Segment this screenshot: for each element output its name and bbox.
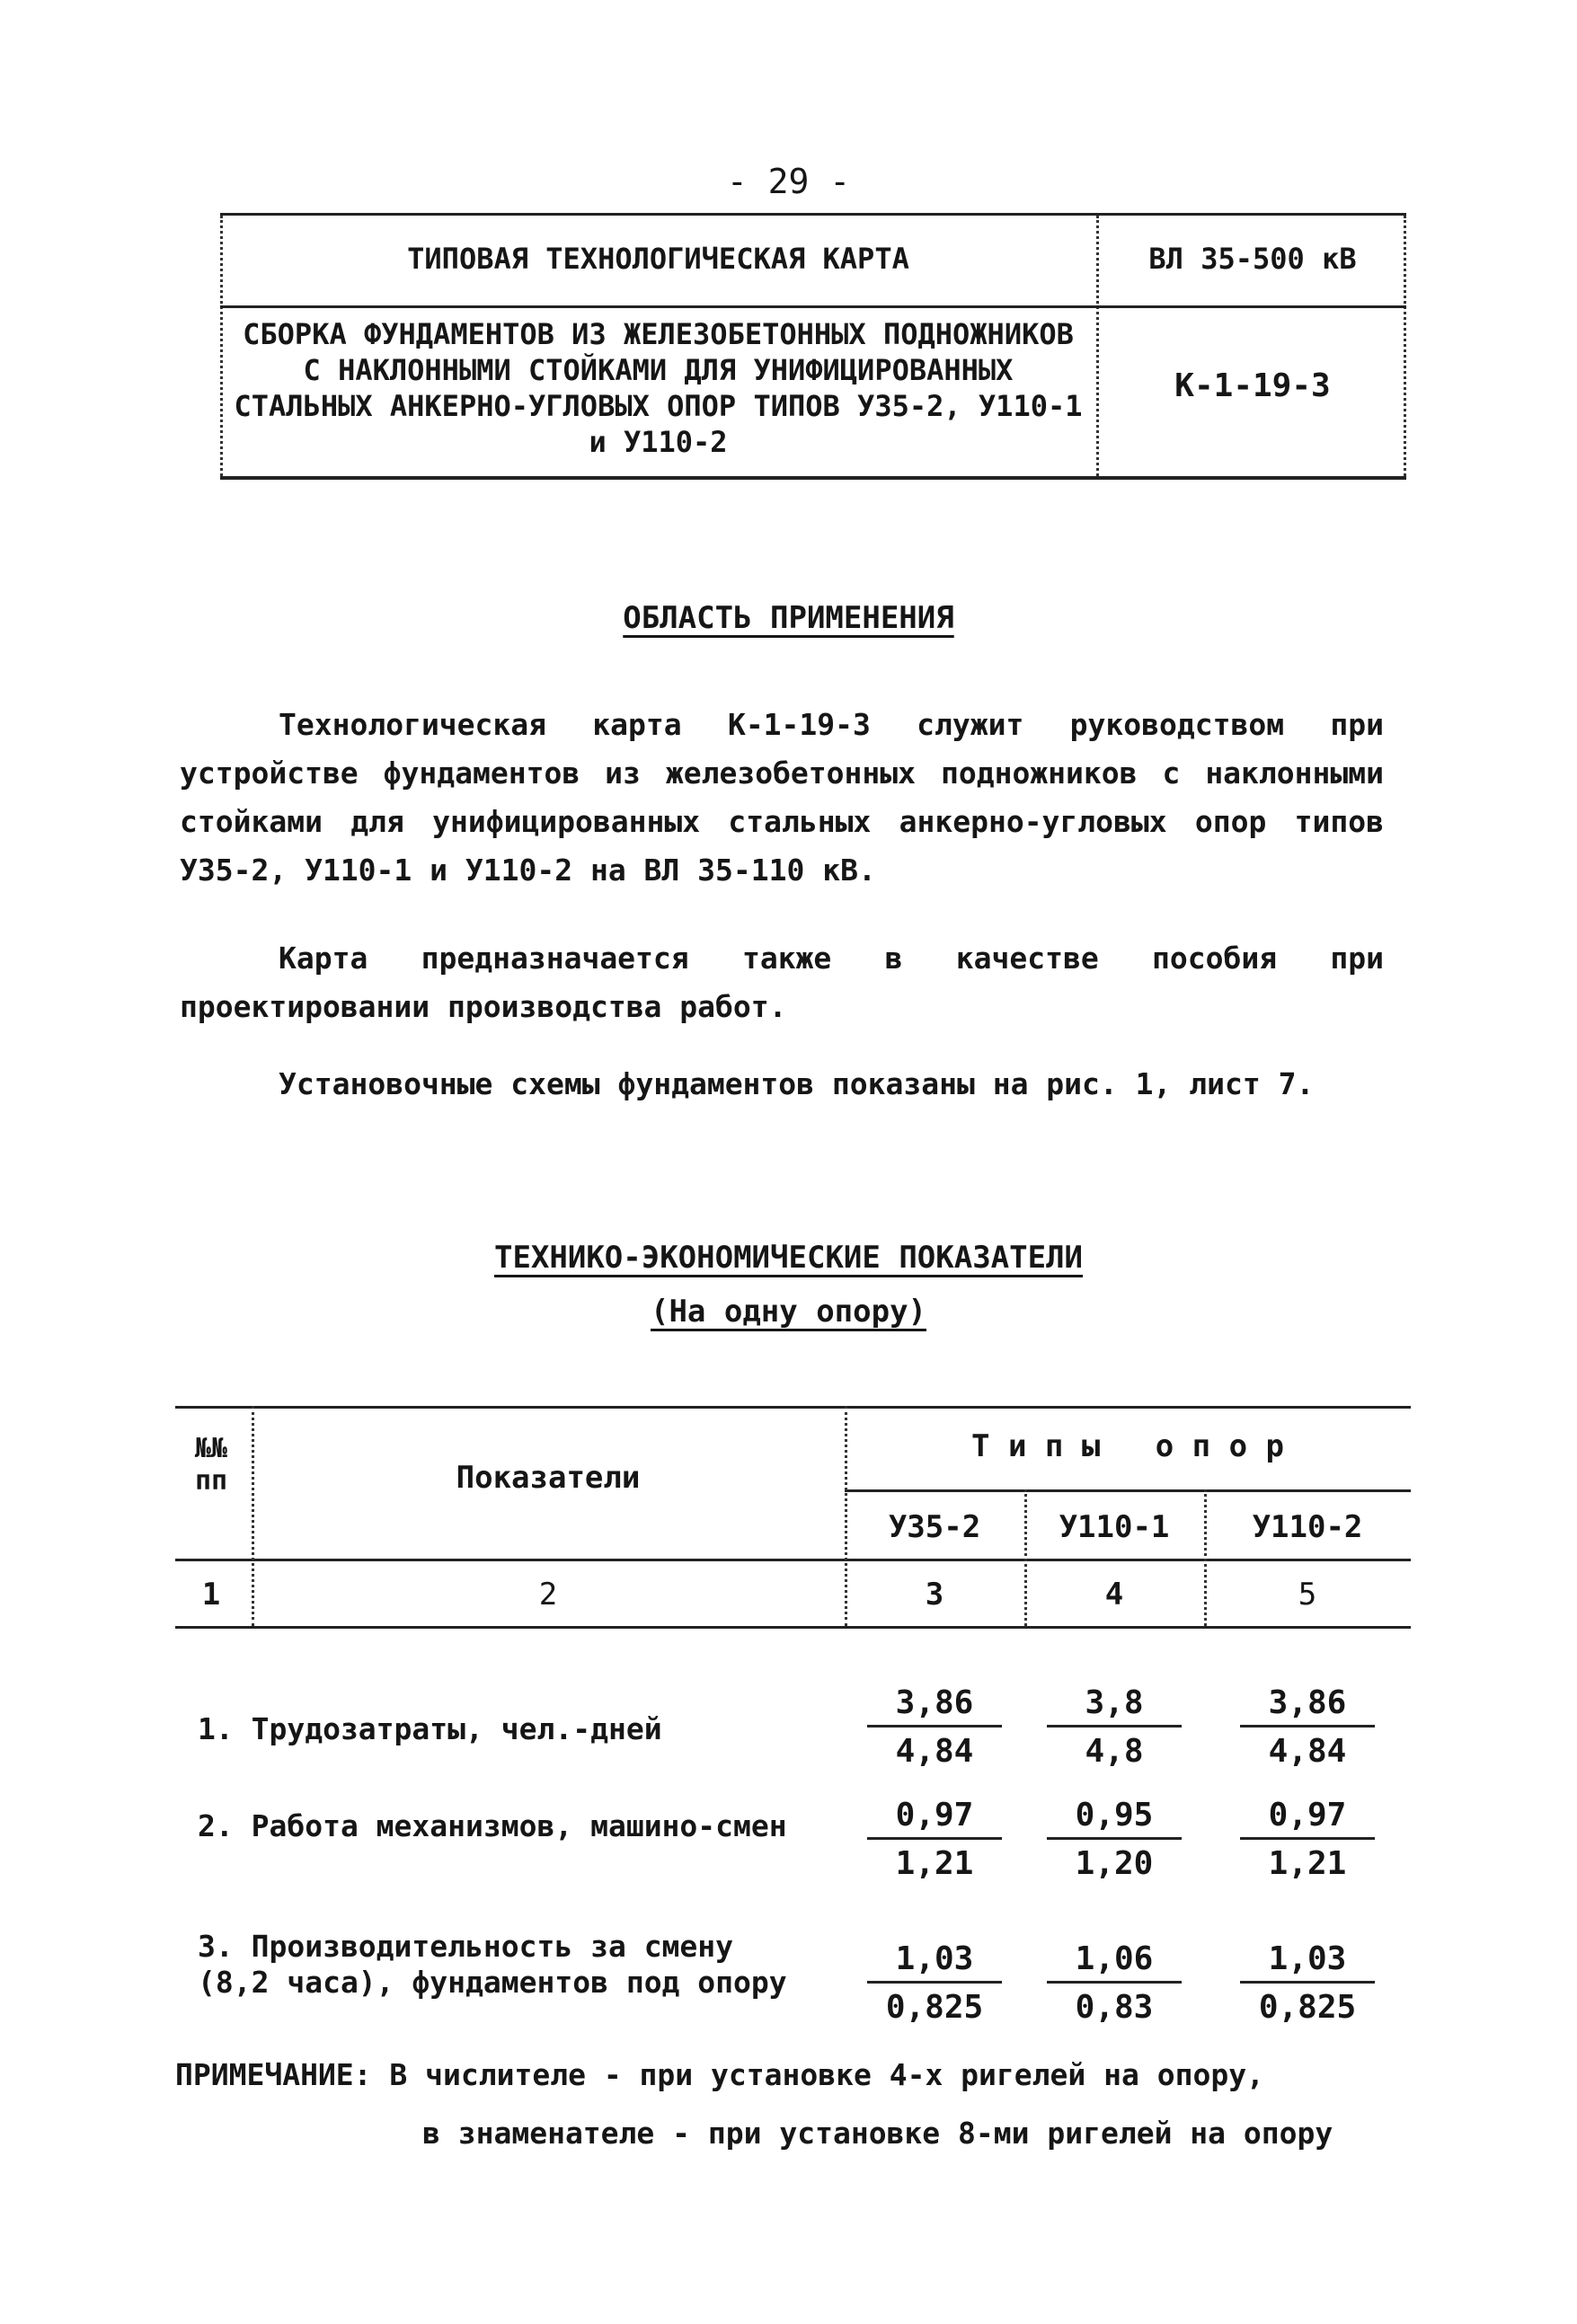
row-2-value-u110-2 bbox=[1240, 1797, 1375, 1882]
type-u110-1: У110-1 bbox=[1059, 1509, 1170, 1545]
header-row-divider bbox=[220, 305, 1406, 308]
indicators-table bbox=[175, 1406, 1411, 2143]
note-line-2: в знаменателе - при установке 8-ми ригелей на опору bbox=[422, 2116, 1333, 2151]
col-divider-2 bbox=[845, 1406, 847, 1626]
denominator: 4,84 bbox=[1268, 1733, 1347, 1770]
col-divider-1 bbox=[252, 1406, 254, 1626]
page-number: - 29 - bbox=[726, 162, 851, 201]
row-3-value-u110-2 bbox=[1240, 1940, 1375, 2026]
note-line-1: ПРИМЕЧАНИЕ: В числителе - при установке 4-х ригелей на опору, bbox=[175, 2057, 1264, 2092]
indicators-subheading: (На одну опору) bbox=[650, 1294, 927, 1330]
denominator: 1,21 bbox=[1268, 1845, 1347, 1882]
row-1-value-u110-1 bbox=[1047, 1684, 1182, 1770]
numerator: 0,97 bbox=[867, 1797, 1002, 1840]
header-description: СБОРКА ФУНДАМЕНТОВ ИЗ ЖЕЛЕЗОБЕТОННЫХ ПОДНОЖНИКОВ С НАКЛОННЫМИ СТОЙКАМИ ДЛЯ УНИФИЦИРОВАННЫХ СТАЛЬНЫХ АНКЕРНО-УГЛОВЫХ ОПОР ТИПОВ У35-2, У110-1 и У110-2 bbox=[234, 317, 1083, 459]
numerator: 1,06 bbox=[1047, 1940, 1182, 1984]
header-voltage: ВЛ 35-500 кВ bbox=[1148, 242, 1357, 276]
col-number-3: 3 bbox=[925, 1577, 944, 1613]
col-number-1: 1 bbox=[201, 1577, 221, 1613]
denominator: 0,825 bbox=[885, 1989, 984, 2026]
col-divider-3 bbox=[1024, 1489, 1027, 1626]
numerator: 1,03 bbox=[1240, 1940, 1375, 1984]
col-num-header: №№ пп bbox=[194, 1433, 228, 1497]
col-divider-4 bbox=[1204, 1489, 1207, 1626]
col-types-header: Т и п ы о п о р bbox=[971, 1428, 1284, 1464]
scope-heading: ОБЛАСТЬ ПРИМЕНЕНИЯ bbox=[623, 600, 954, 636]
col-indicator-header: Показатели bbox=[456, 1460, 641, 1496]
numerator: 3,86 bbox=[867, 1684, 1002, 1728]
table-top-rule bbox=[175, 1406, 1411, 1409]
col-number-5: 5 bbox=[1298, 1577, 1317, 1613]
denominator: 4,84 bbox=[895, 1733, 974, 1770]
row-2-value-u110-1 bbox=[1047, 1797, 1182, 1882]
row-1-value-u35-2 bbox=[867, 1684, 1002, 1770]
numerator: 3,8 bbox=[1047, 1684, 1182, 1728]
scope-paragraph-1: Технологическая карта К-1-19-3 служит руководством при устройстве фундаментов из железобетонных подножников с наклонными стойками для унифицированных стальных анкерно-угловых опор типов У35-2, У110-1 и У110-2 на ВЛ 35-110 кВ. bbox=[180, 707, 1384, 888]
denominator: 1,21 bbox=[895, 1845, 974, 1882]
row-2-label: 2. Работа механизмов, машино-смен bbox=[198, 1808, 787, 1843]
numbers-bottom-rule bbox=[175, 1626, 1411, 1629]
row-3-label: 3. Производительность за смену (8,2 часа), фундаментов под опору bbox=[198, 1929, 787, 2000]
scope-paragraph-3: Установочные схемы фундаментов показаны на рис. 1, лист 7. bbox=[279, 1066, 1315, 1101]
header-bottom-rule bbox=[175, 1559, 1411, 1561]
row-3-value-u35-2 bbox=[867, 1940, 1002, 2026]
row-2-value-u35-2 bbox=[867, 1797, 1002, 1882]
col-number-4: 4 bbox=[1104, 1577, 1124, 1613]
header-card-number: К-1-19-3 bbox=[1174, 367, 1331, 404]
type-u110-2: У110-2 bbox=[1252, 1509, 1363, 1545]
row-1-label: 1. Трудозатраты, чел.-дней bbox=[198, 1711, 662, 1746]
col-number-2: 2 bbox=[538, 1577, 558, 1613]
denominator: 4,8 bbox=[1085, 1733, 1144, 1770]
numerator: 1,03 bbox=[867, 1940, 1002, 1984]
numerator: 0,95 bbox=[1047, 1797, 1182, 1840]
scope-paragraph-2: Карта предназначается также в качестве пособия при проектировании производства работ. bbox=[180, 941, 1384, 1024]
types-rule bbox=[845, 1489, 1411, 1492]
indicators-heading: ТЕХНИКО-ЭКОНОМИЧЕСКИЕ ПОКАЗАТЕЛИ bbox=[493, 1240, 1084, 1276]
row-1-value-u110-2 bbox=[1240, 1684, 1375, 1770]
denominator: 1,20 bbox=[1075, 1845, 1154, 1882]
denominator: 0,83 bbox=[1075, 1989, 1154, 2026]
header-title: ТИПОВАЯ ТЕХНОЛОГИЧЕСКАЯ КАРТА bbox=[407, 242, 909, 276]
denominator: 0,825 bbox=[1258, 1989, 1357, 2026]
numerator: 0,97 bbox=[1240, 1797, 1375, 1840]
type-u35-2: У35-2 bbox=[888, 1509, 981, 1545]
header-stamp bbox=[220, 213, 1406, 480]
row-3-value-u110-1 bbox=[1047, 1940, 1182, 2026]
numerator: 3,86 bbox=[1240, 1684, 1375, 1728]
